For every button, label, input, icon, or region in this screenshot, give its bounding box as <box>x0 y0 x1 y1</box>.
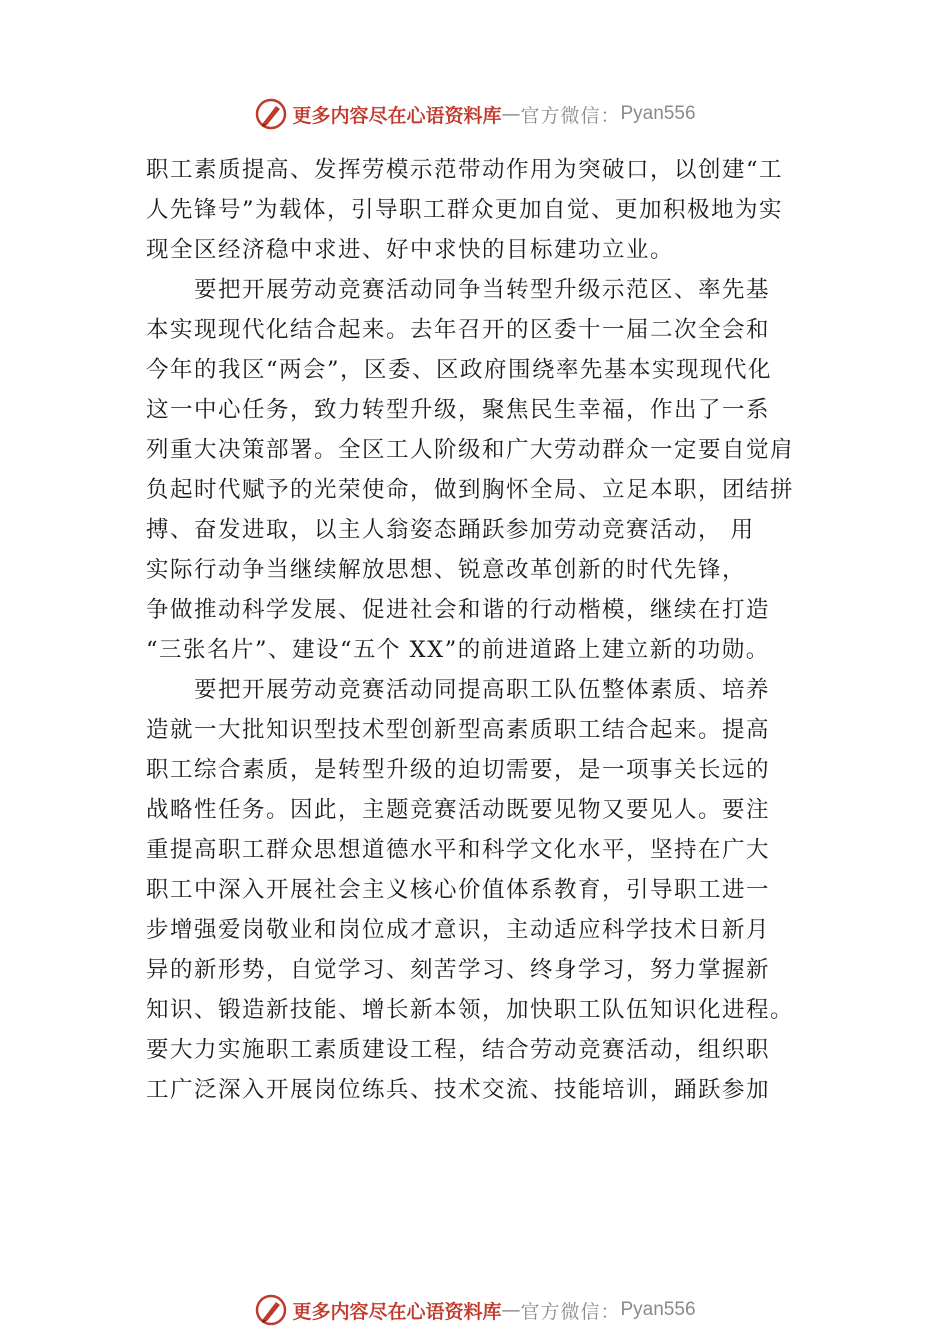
body-line: 异的新形势，自觉学习、刻苦学习、终身学习，努力掌握新 <box>146 957 771 983</box>
header-wechat-id: Pyan556 <box>620 103 696 124</box>
header-banner <box>0 94 950 134</box>
body-line: 人先锋号”为载体，引导职工群众更加自觉、更加积极地为实 <box>146 197 784 223</box>
body-line: 实际行动争当继续解放思想、锐意改革创新的时代先锋， <box>146 557 747 583</box>
body-line: 工广泛深入开展岗位练兵、技术交流、技能培训，踊跃参加 <box>146 1077 771 1103</box>
body-line: 职工综合素质，是转型升级的迫切需要，是一项事关长远的 <box>146 757 771 783</box>
body-line: 职工素质提高、发挥劳模示范带动作用为突破口，以创建“工 <box>146 157 784 183</box>
pen-logo-icon <box>254 97 288 131</box>
body-line: 要把开展劳动竞赛活动同提高职工队伍整体素质、培养 <box>194 677 771 703</box>
body-line: 造就一大批知识型技术型创新型高素质职工结合起来。提高 <box>146 717 771 743</box>
footer-wechat-id: Pyan556 <box>620 1299 696 1320</box>
footer-dash: — <box>501 1299 521 1321</box>
footer-wechat-label: 官方微信： <box>520 1300 621 1323</box>
pen-logo-icon <box>254 1293 288 1327</box>
body-line: 争做推动科学发展、促进社会和谐的行动楷模，继续在打造 <box>146 597 771 623</box>
body-line: 要把开展劳动竞赛活动同争当转型升级示范区、率先基 <box>194 277 771 303</box>
body-line: 步增强爱岗敬业和岗位成才意识，主动适应科学技术日新月 <box>146 917 771 943</box>
footer-brand-text: 更多内容尽在心语资料库 <box>292 1300 502 1323</box>
footer-banner <box>0 1290 950 1330</box>
body-line: “三张名片”、建设“五个 XX”的前进道路上建立新的功勋。 <box>146 637 770 663</box>
header-brand-text: 更多内容尽在心语资料库 <box>292 104 502 127</box>
body-line: 搏、奋发进取，以主人翁姿态踊跃参加劳动竞赛活动， 用 <box>146 517 755 543</box>
document-body <box>146 150 806 1110</box>
body-line: 列重大决策部署。全区工人阶级和广大劳动群众一定要自觉肩 <box>146 437 795 463</box>
body-line: 战略性任务。因此，主题竞赛活动既要见物又要见人。要注 <box>146 797 771 823</box>
body-line: 本实现现代化结合起来。去年召开的区委十一届二次全会和 <box>146 317 771 343</box>
body-line: 今年的我区“两会”，区委、区政府围绕率先基本实现现代化 <box>146 357 773 383</box>
body-line: 现全区经济稳中求进、好中求快的目标建功立业。 <box>146 237 675 263</box>
body-line: 重提高职工群众思想道德水平和科学文化水平，坚持在广大 <box>146 837 771 863</box>
body-line: 职工中深入开展社会主义核心价值体系教育，引导职工进一 <box>146 877 771 903</box>
header-wechat-label: 官方微信： <box>520 104 621 127</box>
body-line: 这一中心任务，致力转型升级，聚焦民生幸福，作出了一系 <box>146 397 771 423</box>
body-line: 要大力实施职工素质建设工程，结合劳动竞赛活动，组织职 <box>146 1037 771 1063</box>
body-line: 负起时代赋予的光荣使命，做到胸怀全局、立足本职，团结拼 <box>146 477 795 503</box>
body-line: 知识、锻造新技能、增长新本领，加快职工队伍知识化进程。 <box>146 997 795 1023</box>
header-dash: — <box>501 103 521 125</box>
